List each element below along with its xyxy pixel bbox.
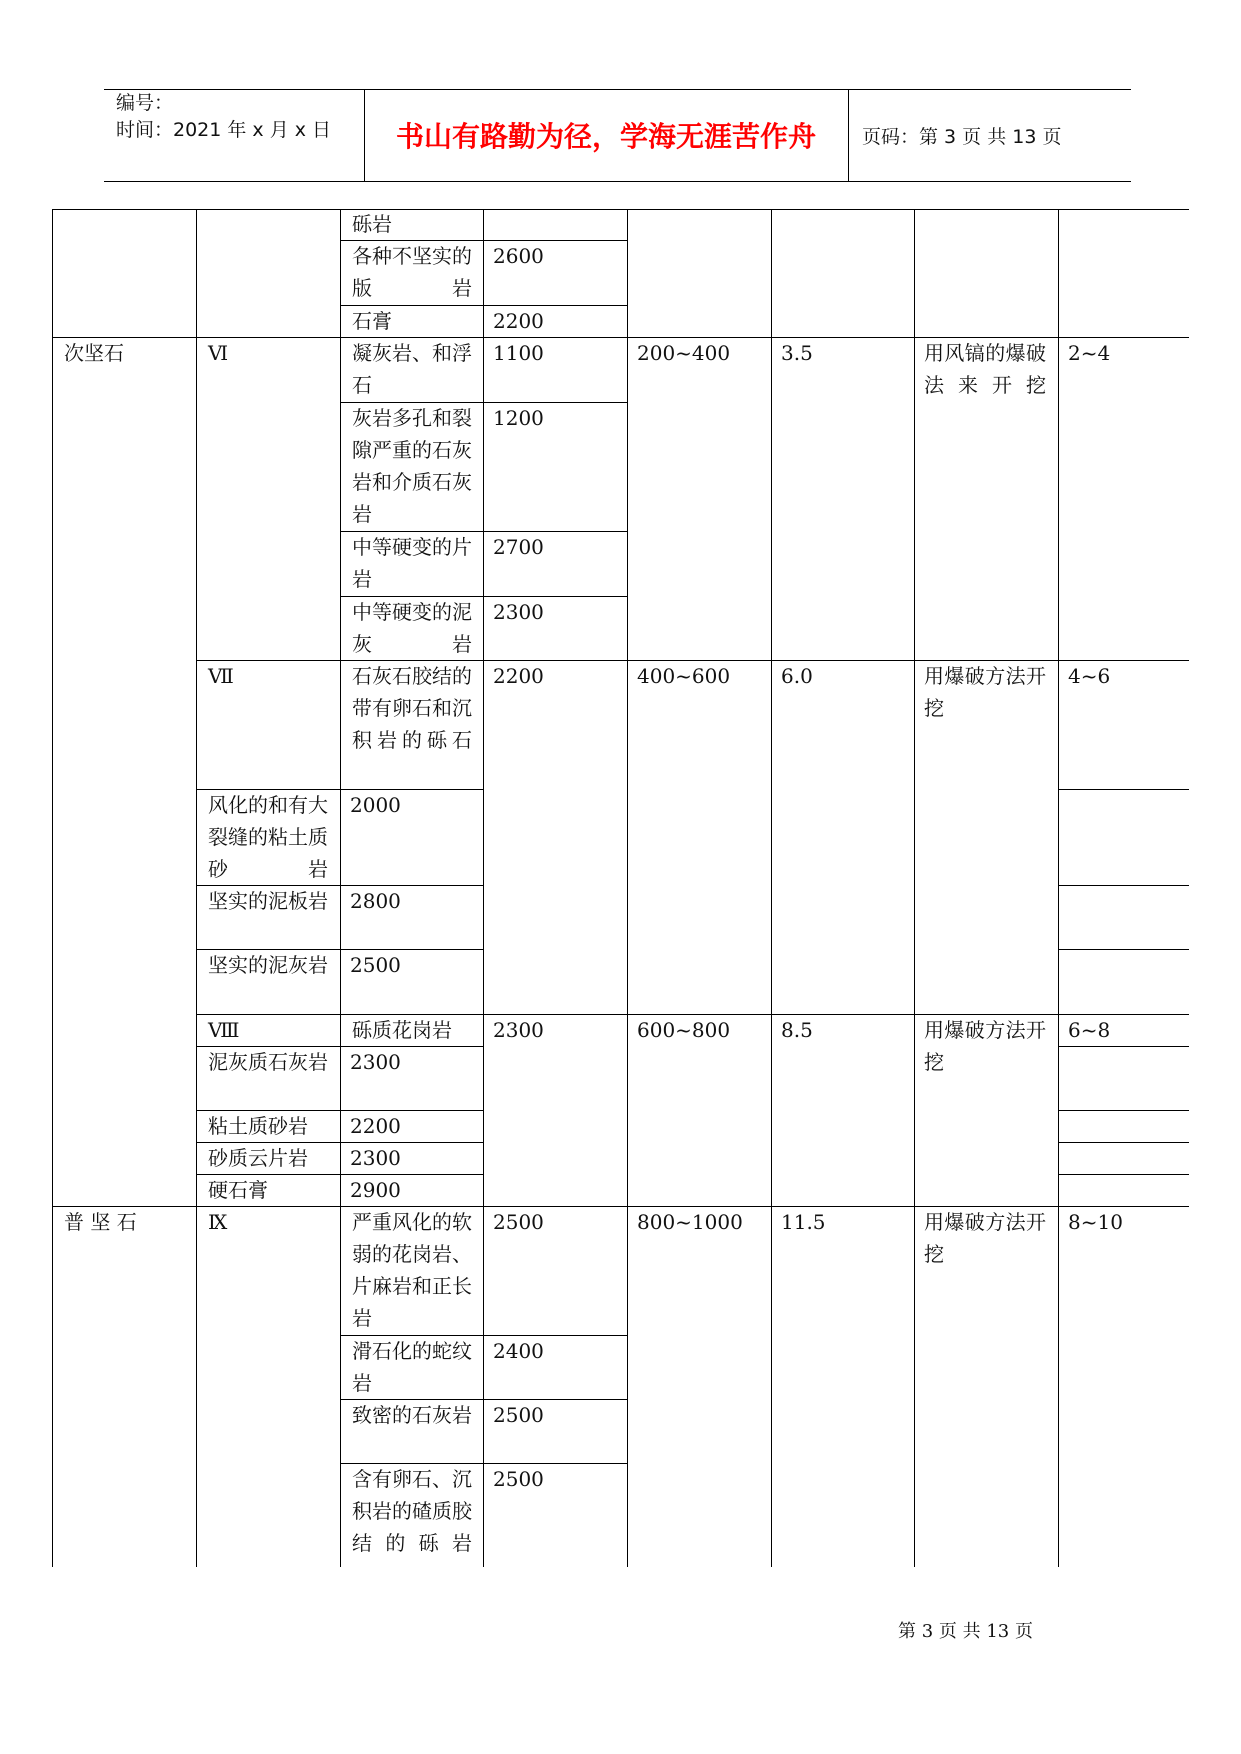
method-cell: 用爆破方法开挖 [924, 1210, 1046, 1266]
grade-cell: Ⅶ [208, 664, 234, 688]
density-cell: 2700 [493, 535, 544, 559]
rock-cell: 含有卵石、沉积岩的碴质胶结的砾岩 [352, 1467, 472, 1555]
doc-time-label: 时间：2021 年 x 月 x 日 [116, 119, 332, 141]
rock-cell: 中等硬变的泥灰岩 [352, 600, 472, 656]
coef-cell: 6~8 [1068, 1018, 1111, 1042]
table-vline [771, 209, 772, 1567]
doc-number-label: 编号： [116, 92, 174, 114]
coef-cell: 4~6 [1068, 664, 1111, 688]
table-hline [1058, 949, 1189, 950]
hardness-cell: 6.0 [781, 664, 813, 688]
rock-cell: 风化的和有大裂缝的粘土质砂岩 [208, 793, 328, 881]
rock-cell: 硬石膏 [208, 1178, 268, 1202]
density-cell: 2200 [493, 309, 544, 333]
density-cell: 2600 [493, 244, 544, 268]
density-cell: 2500 [493, 1210, 544, 1234]
table-vline [914, 209, 915, 1567]
method-cell: 用爆破方法开挖 [924, 664, 1046, 720]
rock-cell: 砾岩 [352, 212, 392, 236]
header-page-label: 页码：第 3 页 共 13 页 [862, 125, 1062, 148]
rock-cell: 石灰石胶结的带有卵石和沉积岩的砾石 [352, 664, 472, 752]
hardness-cell: 8.5 [781, 1018, 813, 1042]
grade-cell: Ⅵ [208, 341, 229, 365]
table-hline [1058, 885, 1189, 886]
density-cell: 2900 [350, 1178, 401, 1202]
table-vline [627, 209, 628, 1567]
rock-cell: 砂质云片岩 [208, 1146, 308, 1170]
coef-cell: 8~10 [1068, 1210, 1123, 1234]
rock-cell: 滑石化的蛇纹岩 [352, 1339, 472, 1395]
strength-cell: 600~800 [637, 1018, 731, 1042]
table-vline [1058, 209, 1059, 1567]
hardness-cell: 3.5 [781, 341, 813, 365]
table-hline [52, 209, 1189, 210]
method-cell: 用爆破方法开挖 [924, 1018, 1046, 1074]
grade-cell: Ⅸ [208, 1210, 228, 1234]
strength-cell: 400~600 [637, 664, 731, 688]
table-hline [1058, 1046, 1189, 1047]
category-cell: 次坚石 [64, 341, 124, 365]
density-cell: 2300 [493, 600, 544, 624]
page-footer: 第 3 页 共 13 页 [898, 1621, 1033, 1642]
header-motto: 书山有路勤为径，学海无涯苦作舟 [395, 120, 816, 153]
density-cell: 2200 [493, 664, 544, 688]
strength-cell: 800~1000 [637, 1210, 743, 1234]
density-cell: 2000 [350, 793, 401, 817]
coef-cell: 2~4 [1068, 341, 1111, 365]
density-cell: 1200 [493, 406, 544, 430]
rock-cell: 粘土质砂岩 [208, 1114, 308, 1138]
table-hline [1058, 789, 1189, 790]
category-cell: 普 坚 石 [64, 1210, 137, 1234]
rock-cell: 坚实的泥灰岩 [208, 953, 328, 977]
table-vline [196, 209, 197, 1567]
rock-cell: 石膏 [352, 309, 392, 333]
table-vline [483, 209, 484, 1567]
table-hline [1058, 1174, 1189, 1175]
density-cell: 2500 [350, 953, 401, 977]
rock-cell: 严重风化的软弱的花岗岩、片麻岩和正长岩 [352, 1210, 472, 1330]
density-cell: 2200 [350, 1114, 401, 1138]
rock-cell: 泥灰质石灰岩 [208, 1050, 328, 1074]
density-cell: 2300 [493, 1018, 544, 1042]
rock-cell: 致密的石灰岩 [352, 1403, 472, 1427]
density-cell: 2300 [350, 1050, 401, 1074]
rock-cell: 中等硬变的片岩 [352, 535, 472, 591]
table-vline [52, 209, 53, 1567]
grade-cell: Ⅷ [208, 1018, 240, 1042]
strength-cell: 200~400 [637, 341, 731, 365]
density-cell: 2300 [350, 1146, 401, 1170]
method-cell: 用风镐的爆破法来开挖 [924, 341, 1046, 397]
density-cell: 1100 [493, 341, 544, 365]
rock-cell: 灰岩多孔和裂隙严重的石灰岩和介质石灰岩 [352, 406, 472, 526]
density-cell: 2500 [493, 1467, 544, 1491]
rock-cell: 砾质花岗岩 [352, 1018, 452, 1042]
table-hline [1058, 1142, 1189, 1143]
density-cell: 2400 [493, 1339, 544, 1363]
table-vline [340, 209, 341, 1567]
rock-cell: 坚实的泥板岩 [208, 889, 328, 913]
rock-cell: 凝灰岩、和浮石 [352, 341, 472, 397]
rock-cell: 各种不坚实的版岩 [352, 244, 472, 300]
density-cell: 2500 [493, 1403, 544, 1427]
density-cell: 2800 [350, 889, 401, 913]
hardness-cell: 11.5 [781, 1210, 826, 1234]
table-hline [1058, 1110, 1189, 1111]
